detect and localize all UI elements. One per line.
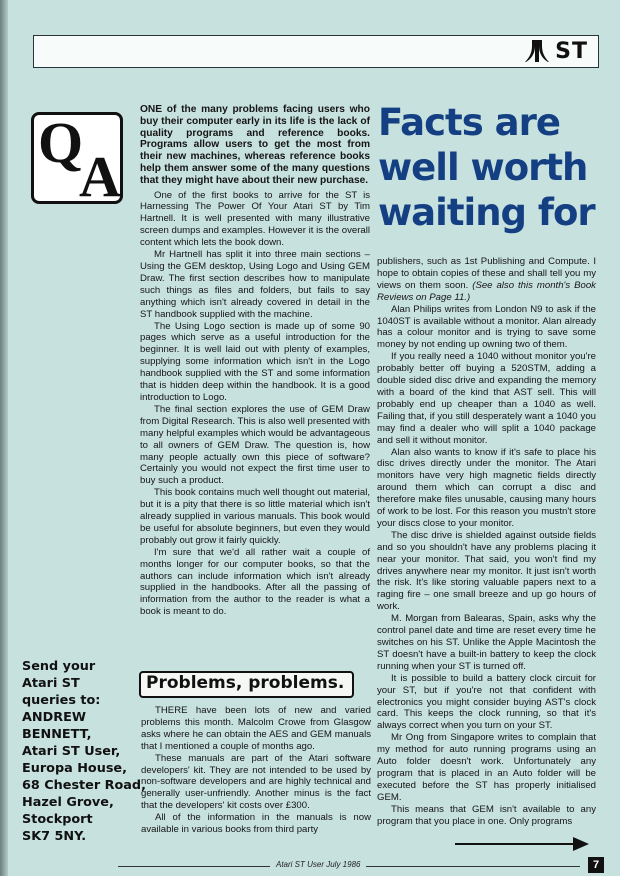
paragraph: These manuals are part of the Atari software developers' kit. They are not intended to be used by non-software developers and are highly technical and generally user-unfriendly. Another minus is the fact that the developers' kit costs over £300.: [141, 752, 371, 812]
address-line: SK7 5NY.: [22, 829, 87, 844]
cross-reference: (See also this month's Book Reviews on Page 11.): [377, 279, 596, 303]
section-subheading: [139, 671, 354, 698]
address-line: Stockport: [22, 812, 93, 827]
paragraph: All of the information in the manuals is now available in various books from third party: [141, 812, 371, 836]
paragraph: It is possible to build a battery clock circuit for your ST, but if you're not that confident with electronics you might consider buying AST's clock card. This keeps the clock running, so that it's always correct when you turn on your ST.: [377, 672, 596, 732]
paragraph: Alan also wants to know if it's safe to place his disc drives directly under the monitor. The Atari monitors have very high magnetic fields directly around them which can corrupt a disc and therefore make files unusable, causing many hours of work to be lost. For this reason you mustn't store your discs close to your monitor.: [377, 446, 596, 529]
qa-letter-q: Q: [38, 110, 84, 175]
intro-paragraph: ONE of the many problems facing users who buy their computer early in its life is the lack of quality programs and reference books. Programs allow users to get the most from their new machines, whereas reference books help them answer some of the many questions that they might have about their new purchase.: [140, 104, 370, 186]
footer-text: Atari ST User July 1986: [270, 860, 366, 869]
paragraph: The Using Logo section is made up of some 90 pages which serve as a useful introduction for the beginner. It is well laid out with plenty of examples, supplying some information which isn't in the Logo handbook supplied with the ST and some information that is hidden deep within the handbook. It is a good introduction to Logo.: [140, 320, 370, 403]
paragraph: Mr Ong from Singapore writes to complain that my method for auto running programs using an Auto folder doesn't work. Unfortunately any program that is placed in an Auto folder will be executed before the ST has properly initialised GEM.: [377, 732, 596, 803]
headline-line: well worth: [378, 146, 588, 189]
headline-line: waiting for: [378, 191, 595, 234]
address-line: Atari ST: [22, 676, 80, 691]
continued-text: publishers, such as 1st Publishing and Compute. I hope to obtain copies of these and shall tell you my views on them soon.: [377, 256, 596, 291]
address-line: Send your: [22, 659, 96, 674]
header-bar: [33, 35, 599, 68]
qa-logo: [31, 110, 123, 209]
paragraph: I'm sure that we'd all rather wait a couple of months longer for our computer books, so that the authors can include information which isn't already supplied in the handbooks. After all the passing of information from the author to the reader is what a book is meant to do.: [140, 546, 370, 618]
continued-paragraph: [377, 256, 596, 304]
page-spine-shadow: [0, 0, 8, 876]
paragraph: This means that GEM isn't available to any program that you place in one. Only programs: [377, 803, 596, 827]
article-column-3: [377, 256, 596, 828]
headline-line: Facts are: [378, 101, 560, 144]
atari-logo-icon: [525, 40, 549, 62]
paragraph: If you really need a 1040 without monitor you're probably better off buying a 520STM, adding a double sided disc drive and expanding the memory with a board of the kind that AST sell. This will probably end up cheaper than a 1040 as well. Failing that, if you still desperately want a 1040 you may find a dealer who will split a 1040 package and sell it without monitor.: [377, 351, 596, 446]
article-column-1: [140, 104, 370, 618]
paragraph: THERE have been lots of new and varied problems this month. Malcolm Crowe from Glasgow asks where he can obtain the AES and GEM manuals that I mentioned a couple of months ago.: [141, 705, 371, 752]
article-column-2: [141, 705, 371, 836]
paragraph: This book contains much well thought out material, but it is a pity that there is so little material which isn't already supplied in various manuals. This book would be useful for absolute beginners, but even they would probably out grow it fairly quickly.: [140, 487, 370, 546]
continue-arrow-icon: [455, 836, 590, 852]
paragraph: Mr Hartnell has split it into three main sections – Using the GEM desktop, Using Logo and Using GEM Draw. The first section describes how to manipulate such things as files and folders, but fails to say anything which isn't already covered in detail in the ST handbook supplied with the machine.: [140, 249, 370, 320]
article-headline: [378, 100, 602, 235]
address-line: Europa House,: [22, 761, 127, 776]
qa-letter-a: A: [79, 144, 121, 209]
atari-st-brand: [525, 39, 588, 64]
paragraph: Alan Philips writes from London N9 to ask if the 1040ST is available without a monitor. Alan already has a colour monitor and is trying to save some money by not ending up owning two of them.: [377, 303, 596, 351]
brand-label: ST: [555, 39, 588, 64]
paragraph: One of the first books to arrive for the ST is Harnessing The Power Of Your Atari ST by Tim Hartnell. It is well presented with many illustrative screen dumps and examples. However it is the overall content which lets the book down.: [140, 189, 370, 249]
page-number: 7: [588, 857, 604, 873]
address-line: Hazel Grove,: [22, 795, 114, 810]
send-queries-box: [22, 658, 146, 845]
address-line: 68 Chester Road,: [22, 778, 146, 793]
paragraph: M. Morgan from Balearas, Spain, asks why the control panel date and time are reset every time he switches on his ST. Unlike the Apple Macintosh the ST doesn't have a built-in battery to keep the clock running when your ST is turned off.: [377, 613, 596, 672]
address-line: ANDREW: [22, 710, 86, 725]
address-line: BENNETT,: [22, 727, 92, 742]
subheading-text: Problems, problems.: [146, 673, 345, 693]
address-line: queries to:: [22, 693, 101, 708]
paragraph: The final section explores the use of GEM Draw from Digital Research. This is also well presented with many helpful examples which would be advantageous to all owners of GEM Draw. The question is, how many people actually own this piece of software? Certainly you would not expect the first time user to buy such a product.: [140, 403, 370, 487]
address-line: Atari ST User,: [22, 744, 121, 759]
paragraph: The disc drive is shielded against outside fields and so you shouldn't have any problems placing it near your monitor. That said, you won't find my drives anywhere near my monitor. It just isn't worth the risk. It's like storing valuable papers next to a raging fire – one small breeze and up go hours of work.: [377, 529, 596, 613]
